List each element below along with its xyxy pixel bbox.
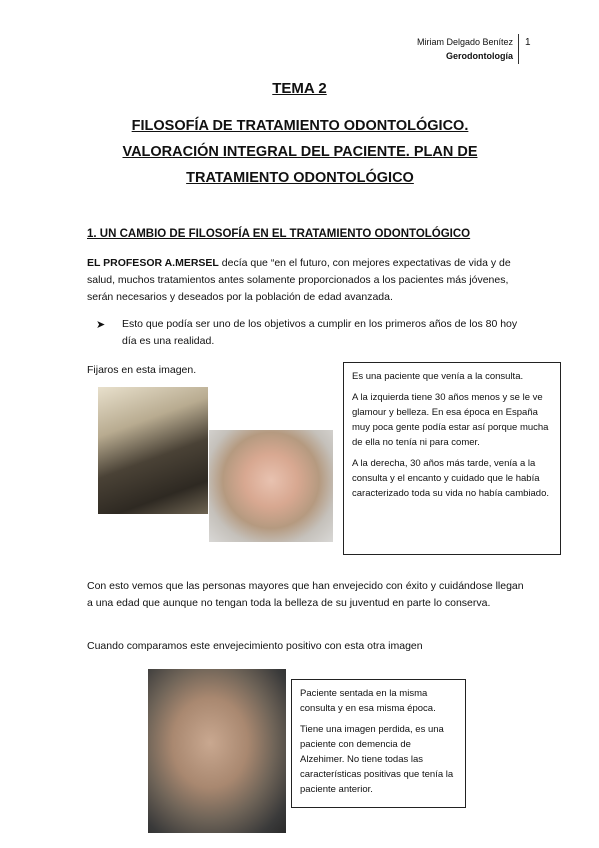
photo-young-woman xyxy=(98,387,208,514)
caption-1-line: Es una paciente que venía a la consulta. xyxy=(352,371,524,382)
page-number: 1 xyxy=(525,37,531,48)
photo-elderly-patient xyxy=(148,669,286,833)
page-title: FILOSOFÍA DE TRATAMIENTO ODONTOLÓGICO. VALORACIÓN INTEGRAL DEL PACIENTE. PLAN DE TRATAMIENTO ODONTOLÓGICO xyxy=(122,118,478,186)
caption-1-line: A la izquierda tiene 30 años menos y se le ve glamour y belleza. En esa época en España muy poca gente podía estar así porque mucha de ella no tenía ni para comer. xyxy=(352,392,549,448)
caption-box-2 xyxy=(291,679,466,808)
caption-2-line: Tiene una imagen perdida, es una paciente con demencia de Alzehimer. No tiene todas las características positivas que tenía la paciente anterior. xyxy=(300,724,454,795)
bullet-text: Esto que podía ser uno de los objetivos a cumplir en los primeros años de los 80 hoy día es una realidad. xyxy=(122,318,518,347)
intro-paragraph xyxy=(87,255,527,306)
con-esto-paragraph: Con esto vemos que las personas mayores que han envejecido con éxito y cuidándose llegan a una edad que aunque no tengan toda la belleza de su juventud en parte lo conserva. xyxy=(87,580,524,609)
caption-box-1 xyxy=(343,362,561,555)
photo-elderly-woman xyxy=(209,430,333,542)
header-author: Miriam Delgado Benítez xyxy=(416,37,513,47)
caption-2-line: Paciente sentada en la misma consulta y en esa misma época. xyxy=(300,688,436,714)
fijaros-text: Fijaros en esta imagen. xyxy=(87,364,197,376)
arrow-bullet-icon: ➤ xyxy=(96,319,106,331)
section-heading: 1. UN CAMBIO DE FILOSOFÍA EN EL TRATAMIENTO ODONTOLÓGICO xyxy=(87,228,471,240)
caption-1-line: A la derecha, 30 años más tarde, venía a la consulta y el encanto y cuidado que le había caracterizado toda su vida no había cambiado. xyxy=(352,458,549,499)
header-divider xyxy=(518,34,519,64)
cuando-paragraph: Cuando comparamos este envejecimiento positivo con esta otra imagen xyxy=(87,640,423,652)
intro-text: decía que “en el futuro, con mejores expectativas de vida y de salud, muchos tratamientos antes solamente proporcionados a los pacientes más jóvenes, serán necesarios y deseados por la población de edad avanzada. xyxy=(87,257,511,303)
tema-heading: TEMA 2 xyxy=(272,80,327,97)
header-subject: Gerodontología xyxy=(446,51,513,61)
intro-bold: EL PROFESOR A.MERSEL xyxy=(87,257,219,269)
